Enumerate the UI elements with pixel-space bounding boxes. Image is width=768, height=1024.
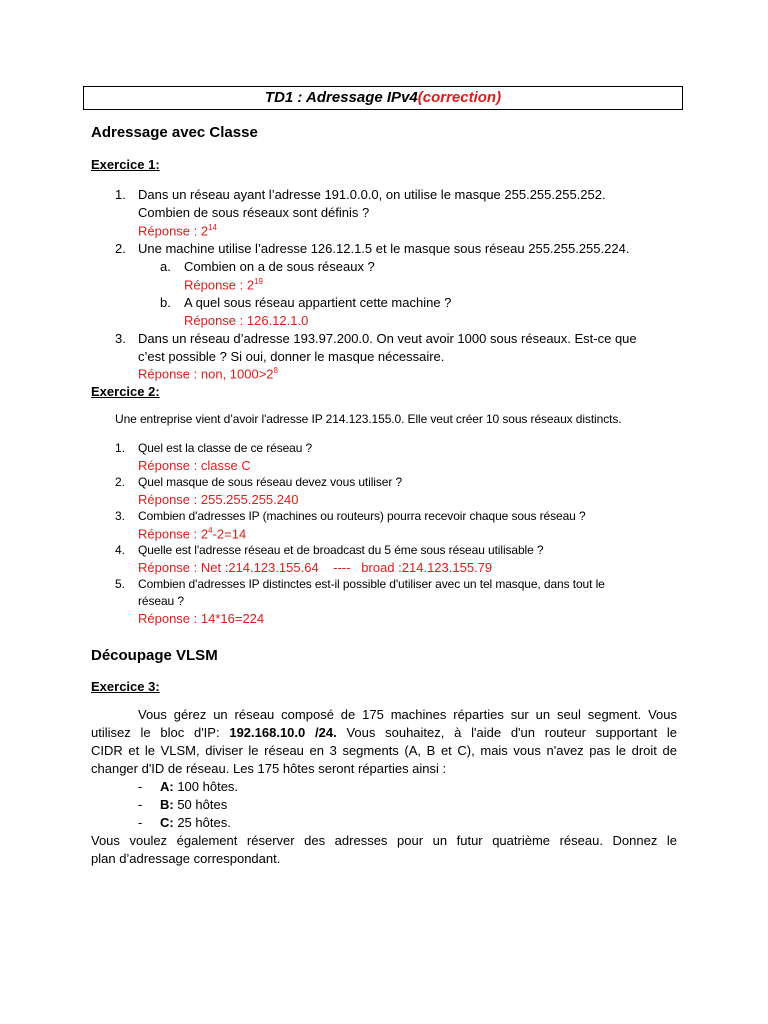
exercise-2-label: Exercice 2: (91, 384, 160, 399)
ex1-q3-line1: Dans un réseau d’adresse 193.97.200.0. On veut avoir 1000 sous réseaux. Est-ce que (138, 331, 637, 346)
title-suffix: (correction) (417, 89, 502, 106)
ex1-q2a-text: Combien on a de sous réseaux ? (184, 259, 375, 274)
ex1-q1-line1: Dans un réseau ayant l’adresse 191.0.0.0, on utilise le masque 255.255.255.252. (138, 187, 606, 202)
ex2-q3-answer: Réponse : $2^4-2=14$ (138, 526, 247, 542)
ex1-q3-number: 3. (115, 331, 126, 346)
ex2-q2-number: 2. (115, 475, 125, 489)
ex3-para2-line1: Vous voulez également réserver des adresses pour un futur quatrième réseau. Donnez le (91, 833, 677, 848)
ex2-q5-number: 5. (115, 577, 125, 591)
ex2-q2-text: Quel masque de sous réseau devez vous utiliser ? (138, 475, 403, 489)
ex1-q2b-number: b. (160, 295, 171, 310)
ex3-list-dash-b: - (138, 797, 143, 812)
ex2-intro: Une entreprise vient d’avoir l'adresse IP 214.123.155.0. Elle veut créer 10 sous réseaux distincts. (115, 412, 622, 426)
section-heading-classe: Adressage avec Classe (91, 124, 258, 141)
ex3-para1-line2: utilisez le bloc d'IP: 192.168.10.0 /24. Vous souhaitez, à l'aide d'un routeur supportant le (91, 725, 677, 740)
ex3-para1-line3: CIDR et le VLSM, diviser le réseau en 3 segments (A, B et C), mais vous n'avez pas le droit de (91, 743, 677, 758)
section-heading-vlsm: Découpage VLSM (91, 647, 218, 664)
title-main: TD1 : Adressage IPv4 (264, 89, 418, 106)
ex2-q3-text: Combien d'adresses IP (machines ou routeurs) pourra recevoir chaque sous réseau ? (138, 509, 586, 523)
ex1-q3-line2: c’est possible ? Si oui, donner le masque nécessaire. (138, 349, 445, 364)
ex3-list-item-a: A: 100 hôtes. (160, 779, 239, 794)
ex1-q2b-answer: Réponse : 126.12.1.0 (184, 313, 309, 328)
ex3-para1-line1: Vous gérez un réseau composé de 175 machines réparties sur un seul segment. Vous (138, 707, 677, 722)
exercise-3-label: Exercice 3: (91, 679, 160, 694)
ex2-q1-number: 1. (115, 441, 125, 455)
ex2-q5-text: Combien d'adresses IP distinctes est-il possible d'utiliser avec un tel masque, dans tout le (138, 577, 605, 591)
ex1-q1-line2: Combien de sous réseaux sont définis ? (138, 205, 370, 220)
ex1-q2a-number: a. (160, 259, 171, 274)
ex1-q2-number: 2. (115, 241, 126, 256)
ex2-q4-answer: Réponse : Net :214.123.155.64 ---- broad :214.123.155.79 (138, 560, 493, 575)
ex2-q5-answer: Réponse : 14*16=224 (138, 611, 265, 626)
ex3-list-item-c: C: 25 hôtes. (160, 815, 231, 830)
ex1-q2a-answer: Réponse : $2^{19}$ (184, 277, 264, 293)
ex3-list-dash-c: - (138, 815, 143, 830)
ex2-q1-answer: Réponse : classe C (138, 458, 251, 473)
ex2-q5-text2: réseau ? (138, 594, 184, 608)
ex1-q1-answer: Réponse : $2^{14}$ (138, 223, 218, 239)
ex3-para1-line4: changer d'ID de réseau. Les 175 hôtes seront réparties ainsi : (91, 761, 447, 776)
exercise-1-label: Exercice 1: (91, 157, 160, 172)
ex2-q2-answer: Réponse : 255.255.255.240 (138, 492, 299, 507)
ex1-q2b-text: A quel sous réseau appartient cette machine ? (184, 295, 452, 310)
ex1-q2-line1: Une machine utilise l’adresse 126.12.1.5 et le masque sous réseau 255.255.255.224. (138, 241, 630, 256)
ex2-q3-number: 3. (115, 509, 125, 523)
ex3-list-item-b: B: 50 hôtes (160, 797, 228, 812)
ex3-list-dash-a: - (138, 779, 143, 794)
document-title (83, 86, 683, 110)
ex3-para2-line2: plan d’adressage correspondant. (91, 851, 281, 866)
ex2-q1-text: Quel est la classe de ce réseau ? (138, 441, 313, 455)
ex2-q4-number: 4. (115, 543, 125, 557)
ex1-q3-answer: Réponse : non, $1000>2^8$ (138, 366, 278, 382)
ex1-q1-number: 1. (115, 187, 126, 202)
ex2-q4-text: Quelle est l'adresse réseau et de broadcast du 5 éme sous réseau utilisable ? (138, 543, 544, 557)
